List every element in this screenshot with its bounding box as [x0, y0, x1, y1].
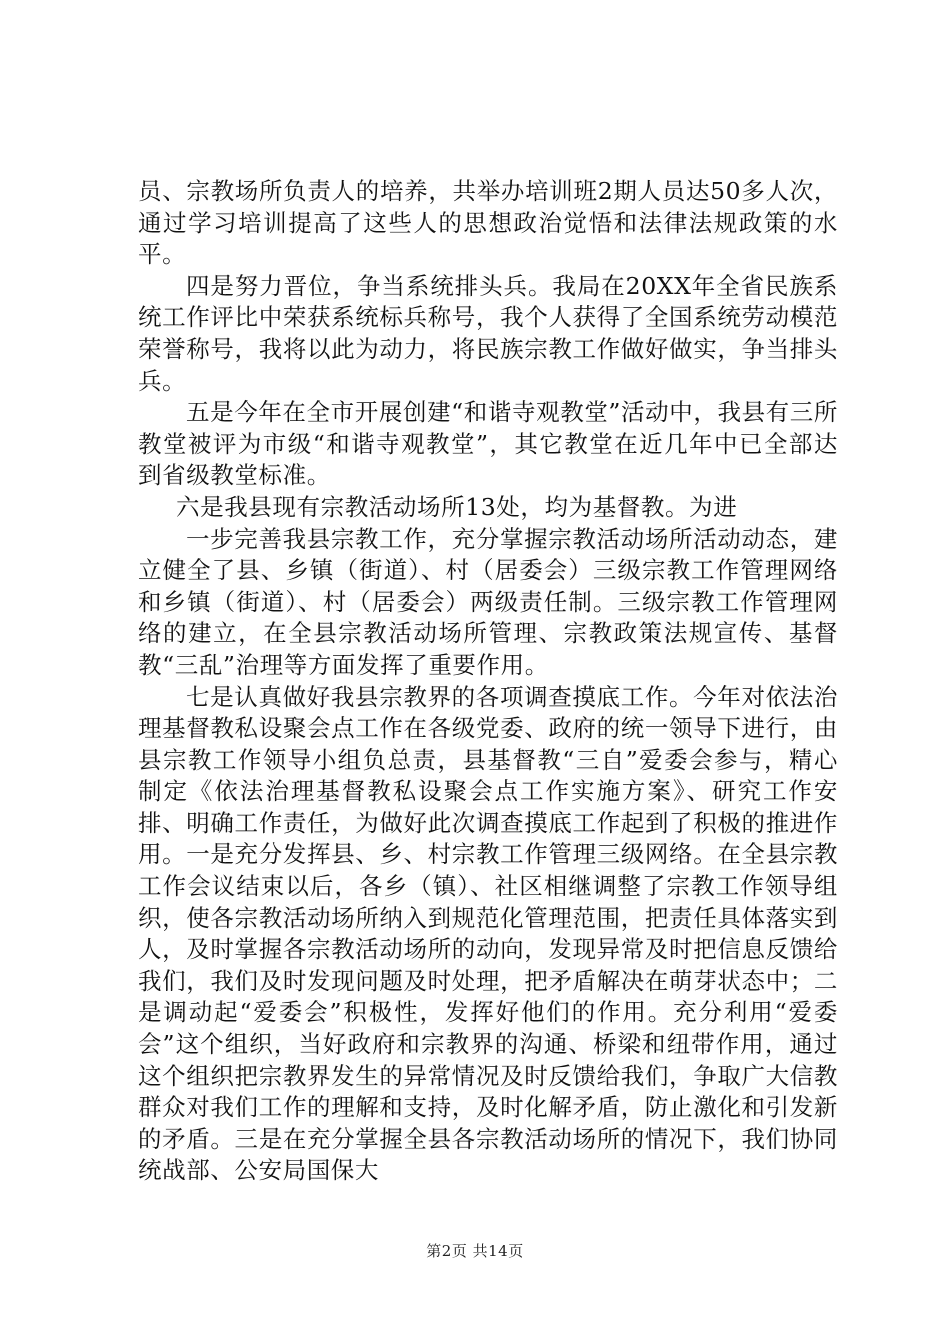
paragraph-continuation: 员、宗教场所负责人的培养，共举办培训班2期人员达50多人次，通过学习培训提高了这些人的思想政治觉悟和法律法规政策的水平。 [138, 177, 838, 269]
paragraph-point-six: 六是我县现有宗教活动场所13处，均为基督教。为进 [176, 492, 738, 521]
paragraph-point-seven: 七是认真做好我县宗教界的各项调查摸底工作。今年对依法治理基督教私设聚会点工作在各级党委、政府的统一领导下进行，由县宗教工作领导小组负总责，县基督教“三自”爱委会参与，精心制定《依法治理基督教私设聚会点工作实施方案》、研究工作安排、明确工作责任，为做好此次调查摸底工作起到了积极的推进作用。一是充分发挥县、乡、村宗教工作管理三级网络。在全县宗教工作会议结束以后，各乡（镇）、社区相继调整了宗教工作领导组织，使各宗教活动场所纳入到规范化管理范围，把责任具体落实到人，及时掌握各宗教活动场所的动向，发现异常及时把信息反馈给我们，我们及时发现问题及时处理，把矛盾解决在萌芽状态中；二是调动起“爱委会”积极性，发挥好他们的作用。充分利用“爱委会”这个组织，当好政府和宗教界的沟通、桥梁和纽带作用，通过这个组织把宗教界发生的异常情况及时反馈给我们，争取广大信教群众对我们工作的理解和支持，及时化解矛盾，防止激化和引发新的矛盾。三是在充分掌握全县各宗教活动场所的情况下，我们协同统战部、公安局国保大 [138, 682, 838, 1185]
paragraph-point-five: 五是今年在全市开展创建“和谐寺观教堂”活动中，我县有三所教堂被评为市级“和谐寺观教堂”，其它教堂在近几年中已全部达到省级教堂标准。 [138, 398, 838, 490]
page-number-footer: 第2页 共14页 [426, 1242, 524, 1260]
document-body [138, 176, 838, 1187]
paragraph-point-four: 四是努力晋位，争当系统排头兵。我局在20XX年全省民族系统工作评比中荣获系统标兵称号，我个人获得了全国系统劳动模范荣誉称号，我将以此为动力，将民族宗教工作做好做实，争当排头兵。 [138, 271, 838, 395]
paragraph-point-six-continued: 一步完善我县宗教工作，充分掌握宗教活动场所活动动态，建立健全了县、乡镇（街道）、村（居委会）三级宗教工作管理网络和乡镇（街道）、村（居委会）两级责任制。三级宗教工作管理网络的建立，在全县宗教活动场所管理、宗教政策法规宣传、基督教“三乱”治理等方面发挥了重要作用。 [138, 524, 838, 679]
